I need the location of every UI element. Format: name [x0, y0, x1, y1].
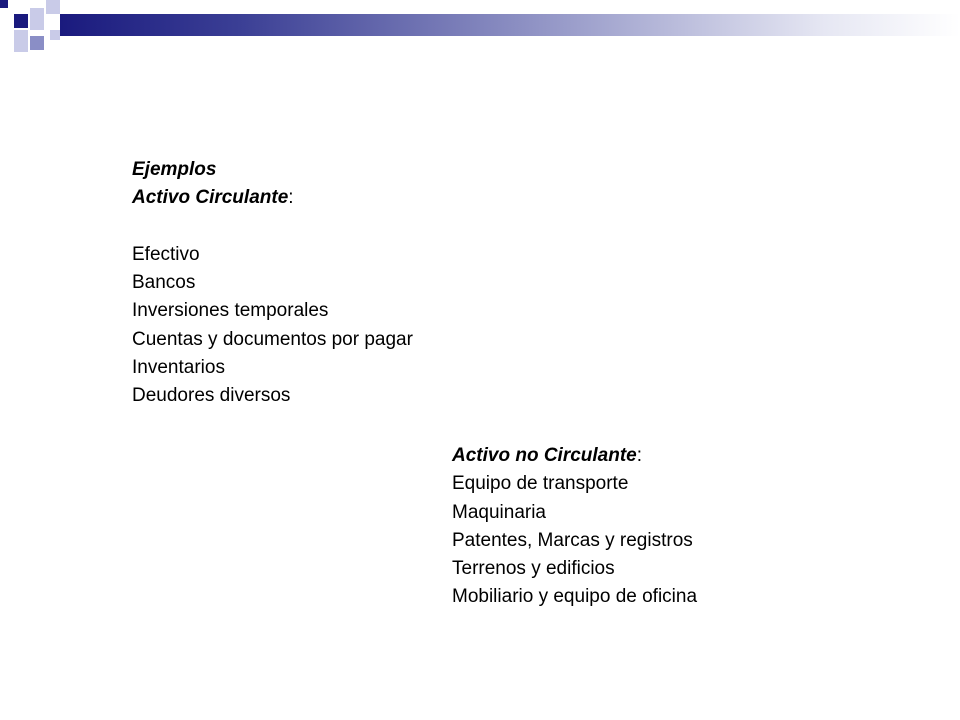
list-item: Inventarios: [132, 357, 225, 379]
current-assets-section: [132, 156, 413, 411]
list-item: Efectivo: [132, 243, 200, 265]
noncurrent-assets-section: [452, 442, 697, 612]
current-assets-title: Activo Circulante: [132, 187, 289, 209]
list-item: Equipo de transporte: [452, 473, 629, 495]
decor-square: [0, 0, 8, 8]
title-colon: :: [636, 445, 643, 466]
title-colon: :: [288, 187, 294, 209]
current-assets-title-line: [132, 184, 413, 212]
decor-square: [14, 30, 28, 52]
slide-heading: Ejemplos: [132, 159, 217, 180]
list-item: Maquinaria: [452, 501, 546, 523]
decor-square: [14, 14, 28, 28]
header-gradient-bar: [60, 14, 960, 36]
noncurrent-assets-title-line: [452, 442, 697, 470]
list-item: Cuentas y documentos por pagar: [132, 328, 413, 350]
noncurrent-assets-title: Activo no Circulante: [452, 445, 637, 466]
decor-square: [46, 0, 60, 14]
list-item: Inversiones temporales: [132, 300, 329, 322]
list-item: Mobiliario y equipo de oficina: [452, 586, 698, 608]
list-item: Terrenos y edificios: [452, 558, 615, 580]
list-item: Patentes, Marcas y registros: [452, 529, 693, 551]
list-item: Bancos: [132, 272, 196, 294]
decor-square: [30, 36, 44, 50]
spacer: [132, 213, 413, 241]
decor-square: [30, 8, 44, 30]
list-item: Deudores diversos: [132, 385, 291, 407]
decor-square: [50, 30, 60, 40]
